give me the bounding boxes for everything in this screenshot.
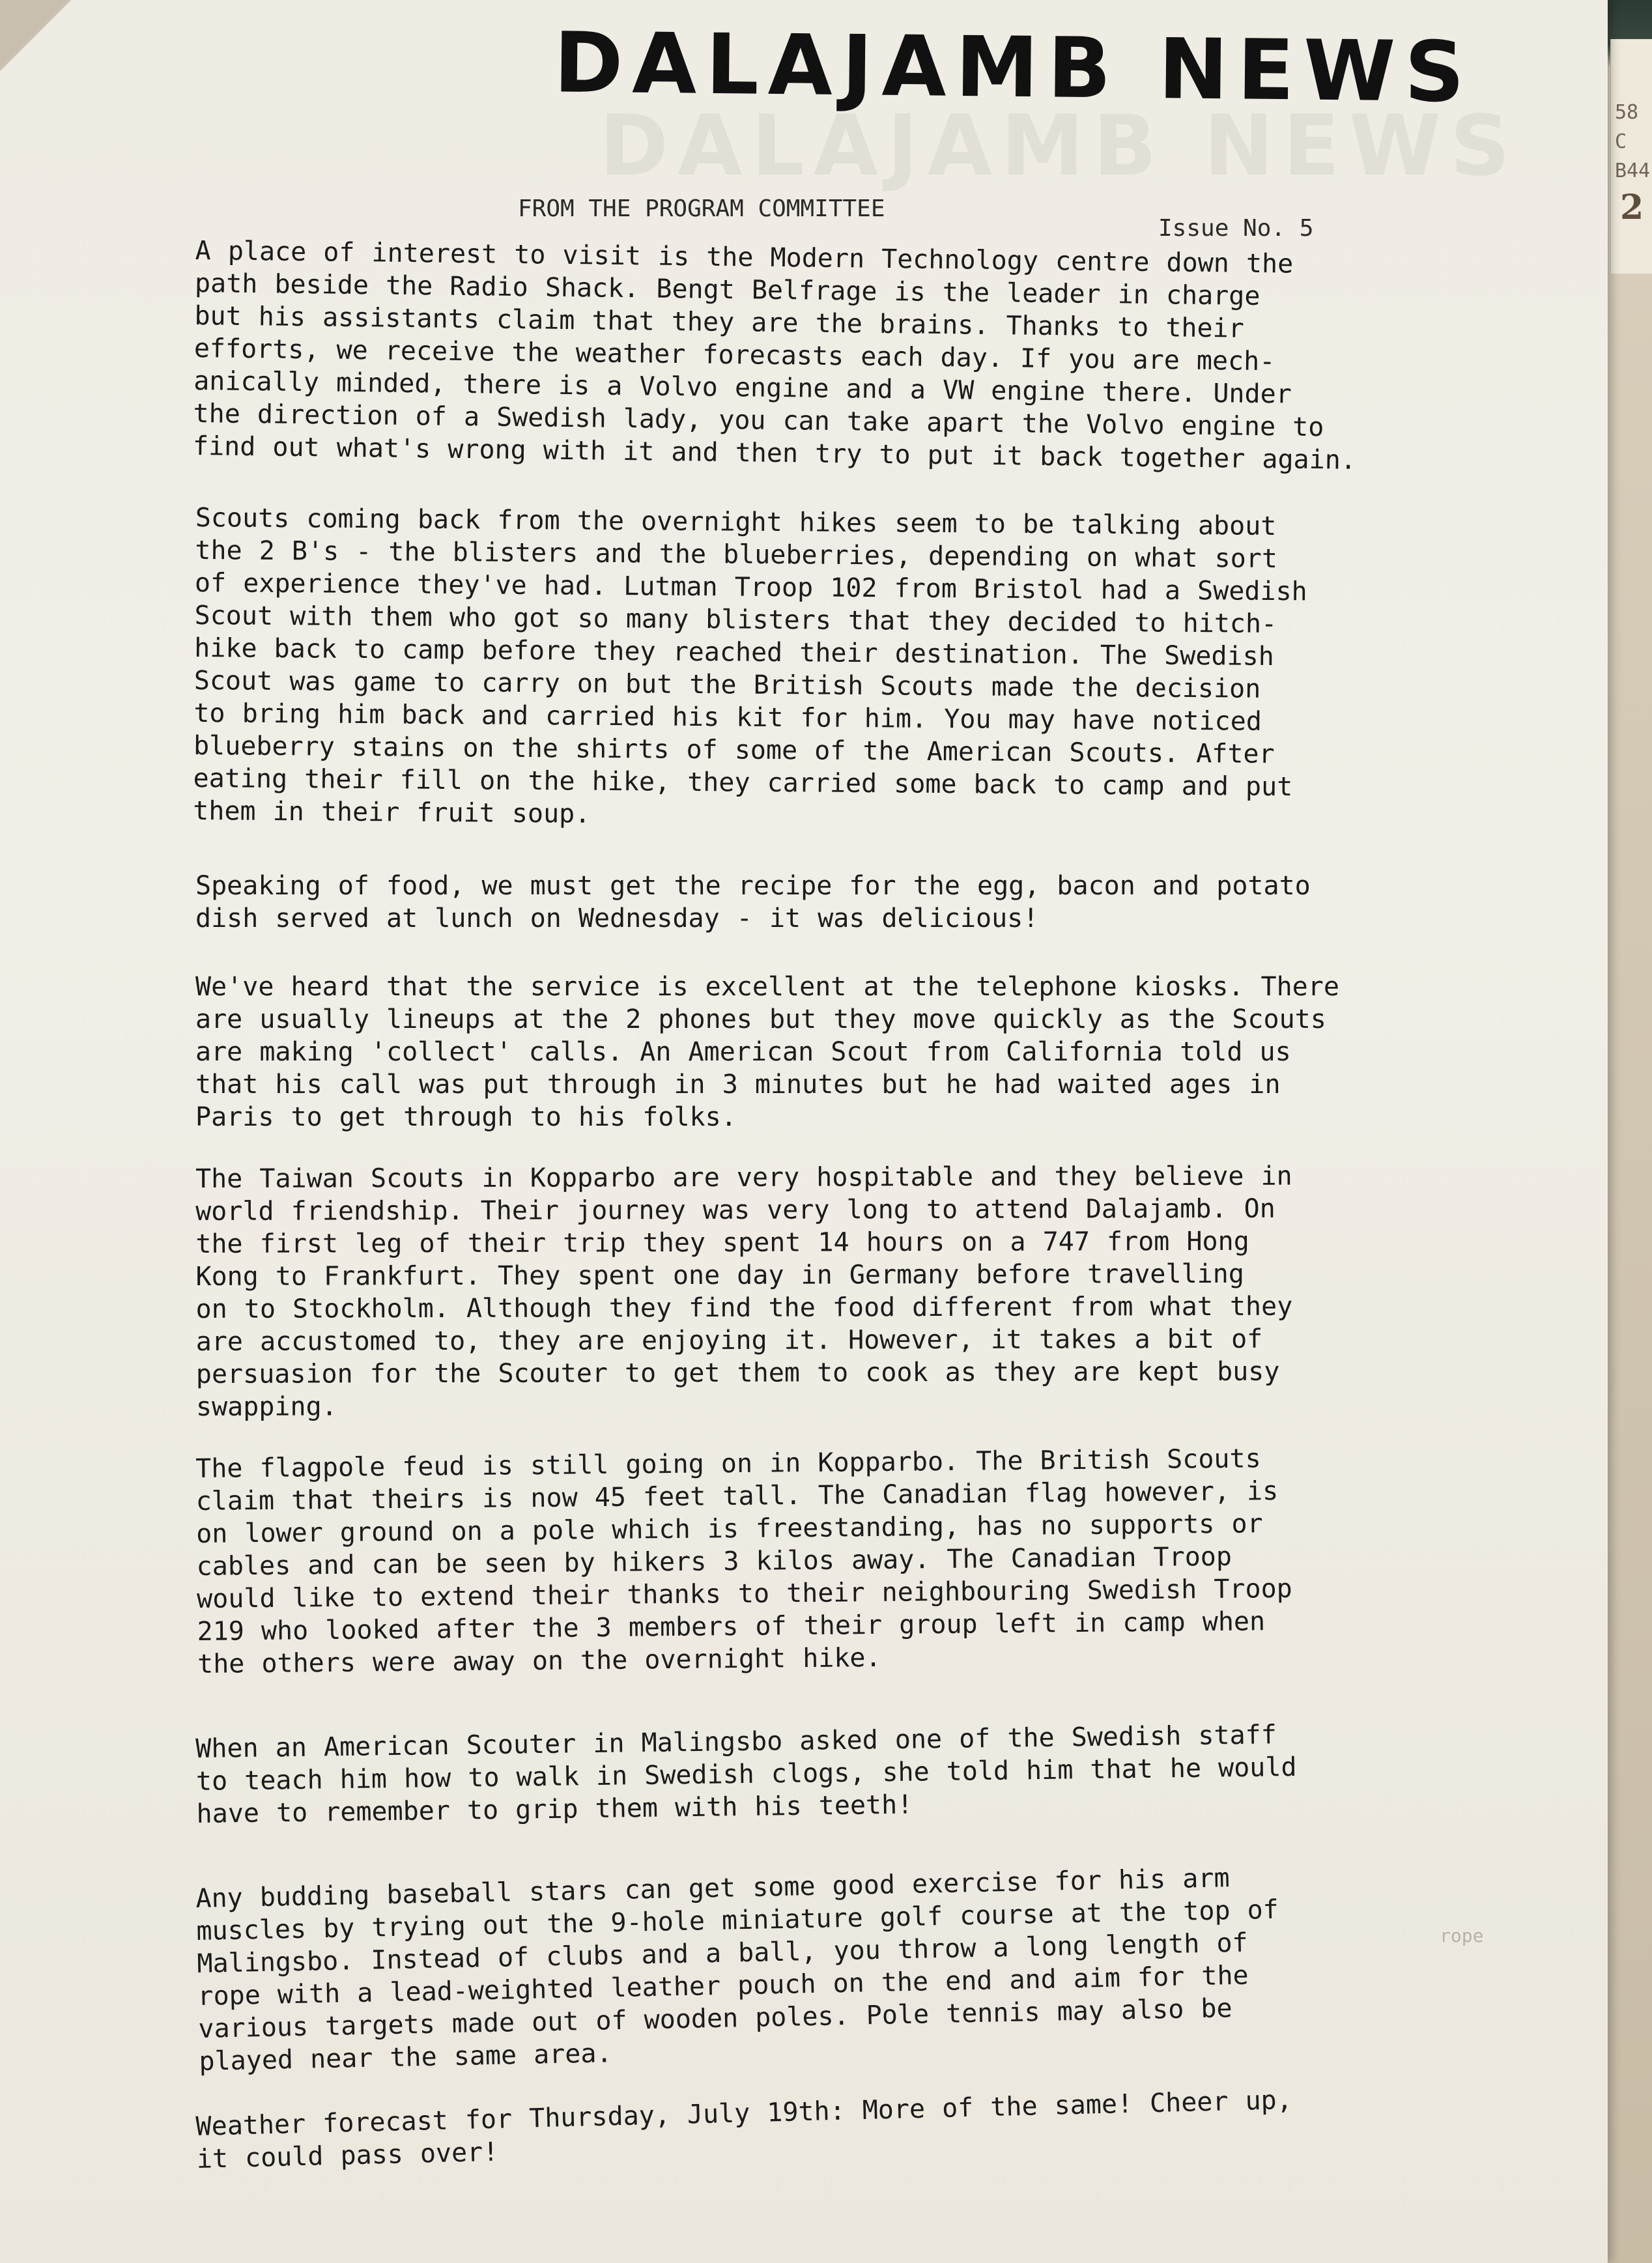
paragraph-weather-forecast: Weather forecast for Thursday, July 19th: More of the same! Cheer up, it could pass over! xyxy=(195,2085,1293,2174)
paragraph-overnight-hikes: Scouts coming back from the overnight hikes seem to be talking about the 2 B's - the blisters and the blueberries, depending on what sort of experience they've had. Lutman Troop 102 from Bristol had a Swedish Scout with them who got so many blisters that they decided to hitch- hike back to camp before they reached their destination. The Swedish Scout was game to carry on but the British Scouts made the decision to bring him back and carried his kit for him. You may have noticed blueberry stains on the shirts of some of the American Scouts. After eating their fill on the hike, they carried some back to camp and put them in their fruit soup. xyxy=(193,502,1307,829)
paragraph-telephone-kiosks: We've heard that the service is excellent at the telephone kiosks. There are usually lineups at the 2 phones but they move quickly as the Scouts are making 'collect' calls. An American Scout from California told us that his call was put through in 3 minutes but he had waited ages in Paris to get through to his folks. xyxy=(195,972,1339,1132)
index-number: 2 xyxy=(1620,188,1644,227)
masthead-title: DALAJAMB NEWS xyxy=(553,14,1474,122)
index-code-1: 58 xyxy=(1615,101,1639,124)
issue-number: Issue No. 5 xyxy=(1158,215,1314,242)
paragraph-taiwan-scouts: The Taiwan Scouts in Kopparbo are very hospitable and they believe in world friendship. Their journey was very long to attend Dalajamb. On the first leg of their trip they spent 14 hours on a 747 from Hong Kong to Frankfurt. They spent one day in Germany before travelling on to Stockholm. Although they find the food different from what they are accustomed to, they are enjoying it. However, it takes a bit of persuasion for the Scouter to get them to cook as they are kept busy swapping. xyxy=(195,1161,1293,1422)
index-strip xyxy=(1610,39,1652,274)
masthead-bleed-through: DALAJAMB NEWS xyxy=(599,98,1520,195)
index-code-3: B44 xyxy=(1615,160,1651,182)
paragraph-miniature-golf: Any budding baseball stars can get some good exercise for his arm muscles by trying out the 9-hole miniature golf course at the top of Malingsbo. Instead of clubs and a ball, you throw a long length of rope with a lead-weighted leather pouch on the end and aim for the various targets made out of wooden poles. Pole tennis may also be played near the same area. xyxy=(195,1863,1279,2077)
paragraph-flagpole-feud: The flagpole feud is still going on in Kopparbo. The British Scouts claim that theirs is now 45 feet tall. The Canadian flag however, is on lower ground on a pole which is freestanding, has no supports or cables and can be seen by hikers 3 kilos away. The Canadian Troop would like to extend their thanks to their neighbouring Swedish Troop 219 who looked after the 3 members of their group left in camp when the others were away on the overnight hike. xyxy=(195,1444,1292,1679)
paragraph-swedish-clogs: When an American Scouter in Malingsbo asked one of the Swedish staff to teach him how to walk in Swedish clogs, she told him that he would have to remember to grip them with his teeth! xyxy=(195,1720,1297,1829)
bleed-through-word: rope xyxy=(1440,1925,1484,1946)
paragraph-food-recipe: Speaking of food, we must get the recipe for the egg, bacon and potato dish served at lunch on Wednesday - it was delicious! xyxy=(195,871,1311,933)
index-code-2: C xyxy=(1615,130,1627,153)
paragraph-technology-centre: A place of interest to visit is the Modern Technology centre down the path beside the Radio Shack. Bengt Belfrage is the leader in charge but his assistants claim that they are the brains. Thanks to their efforts, we receive the weather forecasts each day. If you are mech- anically minded, there is a Volvo engine and a VW engine there. Under the direction of a Swedish lady, you can take apart the Volvo engine to find out what's wrong with it and then try to put it back together again. xyxy=(192,235,1357,476)
committee-heading: FROM THE PROGRAM COMMITTEE xyxy=(518,195,885,222)
